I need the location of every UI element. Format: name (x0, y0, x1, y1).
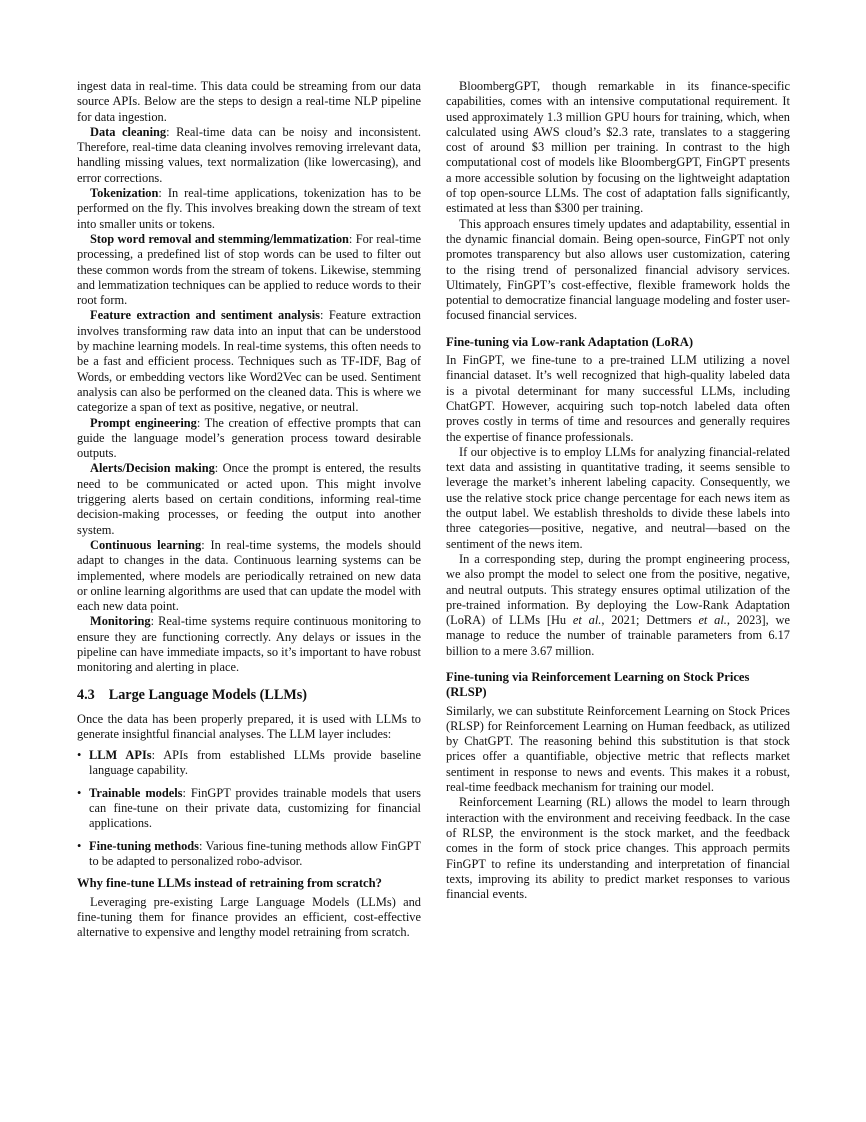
step-title: Alerts/Decision making (90, 461, 215, 476)
rlsp-paragraph-2: Reinforcement Learning (RL) allows the model to learn through interaction with the environment and receiving feedback. In the case of RLSP, the environment is the stock market, and the feedback comes in the form of stock price changes. This approach permits FinGPT to refine its understanding and interpretation of financial texts, improving its ability to predict market responses to various financial events. (446, 795, 790, 902)
step-paragraph (77, 538, 421, 614)
step-text: : Once the prompt is entered, the results need to be communicated or acted upon. This might involve triggering alerts based on certain conditions, informing real-time decision-making processes, or feeding the output into another system. (77, 461, 421, 537)
bullet-marker: • (77, 785, 82, 800)
lora-text-part: , 2021; Dettmers (601, 613, 699, 628)
llm-intro-paragraph: Once the data has been properly prepared, it is used with LLMs to generate insightful financial analyses. The LLM layer includes: (77, 711, 421, 741)
why-finetune-heading: Why fine-tune LLMs instead of retraining from scratch? (77, 876, 382, 891)
step-title: Feature extraction and sentiment analysis (90, 308, 321, 323)
lora-paragraph-2: If our objective is to employ LLMs for analyzing financial-related text data and assisting in quantitative trading, it seems sensible to leverage the market’s inherent labeling capacity. Consequently, we use the relative stock price change percentage for each news item as the output label. We establish thresholds to divide these labels into three categories—positive, negative, and neutral—based on the sentiment of the news item. (446, 444, 790, 551)
step-paragraph (77, 614, 421, 675)
step-paragraph (77, 416, 421, 462)
why-finetune-paragraph: Leveraging pre-existing Large Language Models (LLMs) and fine-tuning them for finance provides an efficient, cost-effective alternative to expensive and lengthy model retraining from scratch. (77, 894, 421, 940)
intro-paragraph: ingest data in real-time. This data could be streaming from our data source APIs. Below are the steps to design a real-time NLP pipeline for data ingestion. (77, 79, 421, 124)
approach-paragraph: This approach ensures timely updates and adaptability, essential in the dynamic financial domain. Being open-source, FinGPT not only promotes transparency but also allows user customization, catering to the rising trend of personalized financial advisory services. Ultimately, FinGPT’s cost-effective, flexible framework holds the potential to democratize financial language modeling and foster user-focused financial services. (446, 216, 790, 323)
section-number: 4.3 (77, 686, 95, 703)
step-text: : Real-time systems require continuous monitoring to ensure they are functioning correctly. Any delays or issues in the pipeline can have immediate impacts, so it’s important to have robust monitoring and alerting in place. (77, 614, 421, 675)
bullet-marker: • (77, 838, 82, 853)
step-paragraph (77, 232, 421, 308)
step-text: : In real-time systems, the models should adapt to changes in the data. Continuous learning systems can be implemented, where models are periodically retrained on new data or online learning algorithms are used that can update the model with each new data point. (77, 537, 421, 614)
list-item-text: : FinGPT provides trainable models that users can fine-tune on their private data, customizing for financial applications. (89, 785, 422, 831)
left-column (77, 79, 421, 940)
citation-etal: et al. (698, 613, 727, 628)
list-item (77, 839, 421, 870)
step-paragraph (77, 186, 421, 232)
step-title: Tokenization (90, 186, 159, 201)
step-title: Continuous learning (90, 537, 202, 552)
step-text: : The creation of effective prompts that can guide the language model’s generation process toward desirable outputs. (77, 415, 421, 461)
step-text: : For real-time processing, a predefined list of stop words can be used to filter out these common words from the stream of tokens. Likewise, stemming and lemmatization techniques can be applied to reduce words to their root form. (77, 231, 421, 308)
step-paragraph (77, 308, 421, 415)
list-item-text: : Various fine-tuning methods allow FinGPT to be adapted to personalized robo-advisor. (89, 838, 421, 868)
list-item-title: Trainable models (89, 785, 183, 800)
step-paragraph (77, 125, 421, 186)
step-text: : In real-time applications, tokenization has to be performed on the fly. This involves breaking down the stream of text into smaller units or tokens. (77, 186, 421, 231)
citation-etal: et al. (572, 613, 602, 628)
step-title: Data cleaning (90, 124, 167, 139)
step-paragraph (77, 461, 421, 537)
lora-paragraph-1: In FinGPT, we fine-tune to a pre-trained LLM utilizing a novel financial dataset. It’s well recognized that high-quality labeled data is a pivotal determinant for many successful LLMs, including ChatGPT. However, acquiring such top-notch labeled data often proves costly in terms of time and resources and generally requires the expertise of finance professionals. (446, 353, 790, 444)
llm-layer-list (77, 748, 421, 869)
list-item-text: : APIs from established LLMs provide baseline language capability. (89, 748, 421, 778)
rlsp-paragraph-1: Similarly, we can substitute Reinforcement Learning on Stock Prices (RLSP) for Reinforcement Learning on Human feedback, as utilized by ChatGPT. The reasoning behind this substitution is that stock prices offer a quantifiable, objective metric that reflects market sentiment in response to news and events. This makes it a robust, real-time feedback mechanism for training our model. (446, 703, 790, 795)
lora-paragraph-3 (446, 552, 790, 659)
list-item (77, 786, 421, 832)
bloomberg-paragraph: BloombergGPT, though remarkable in its finance-specific capabilities, comes with an intensive computational requirement. It used approximately 1.3 million GPU hours for training, which, when calculated using AWS cloud’s $2.3 rate, translates to a staggering cost of around $3 million per training. In contrast to the high computational cost of models like BloombergGPT, FinGPT presents a more accessible solution by focusing on the lightweight adaptation of top open-source LLMs. The cost of adaptation falls significantly, estimated at less than $300 per training. (446, 79, 790, 216)
section-title: Large Language Models (LLMs) (108, 686, 307, 703)
list-item (77, 748, 421, 779)
lora-text-part: , 2023], we manage to reduce the number of trainable parameters from 6.17 billion to a mere 3.67 million. (446, 613, 790, 658)
list-item-title: Fine-tuning methods (89, 838, 199, 853)
step-text: : Feature extraction involves transforming raw data into an input that can be understood by machine learning models. In real-time systems, this often needs to be a fast and efficient process. Techniques such as TF-IDF, Bag of Words, or embedding vectors like Word2Vec can be used. Sentiment analysis can also be performed on the cleaned data. This is where we categorize a span of text as positive, negative, or neutral. (77, 308, 421, 415)
list-item-title: LLM APIs (89, 748, 152, 763)
right-column (446, 79, 790, 902)
lora-text-part: In a corresponding step, during the prompt engineering process, we also prompt the model to select one from the positive, negative, and neutral outputs. This strategy ensures optimal utilization of the pre-trained information. By deploying the Low-Rank Adaptation (LoRA) of LLMs [Hu (446, 551, 790, 628)
step-text: : Real-time data can be noisy and inconsistent. Therefore, real-time data cleaning involves removing irrelevant data, handling missing values, text normalization (like lowercasing), and error corrections. (77, 124, 421, 185)
step-title: Stop word removal and stemming/lemmatization (90, 231, 349, 246)
rlsp-heading: Fine-tuning via Reinforcement Learning on Stock Prices (RLSP) (446, 669, 750, 700)
lora-heading: Fine-tuning via Low-rank Adaptation (LoRA) (446, 334, 694, 349)
step-title: Monitoring (90, 614, 151, 629)
step-title: Prompt engineering (90, 415, 197, 430)
bullet-marker: • (77, 748, 82, 763)
section-heading (77, 687, 421, 704)
